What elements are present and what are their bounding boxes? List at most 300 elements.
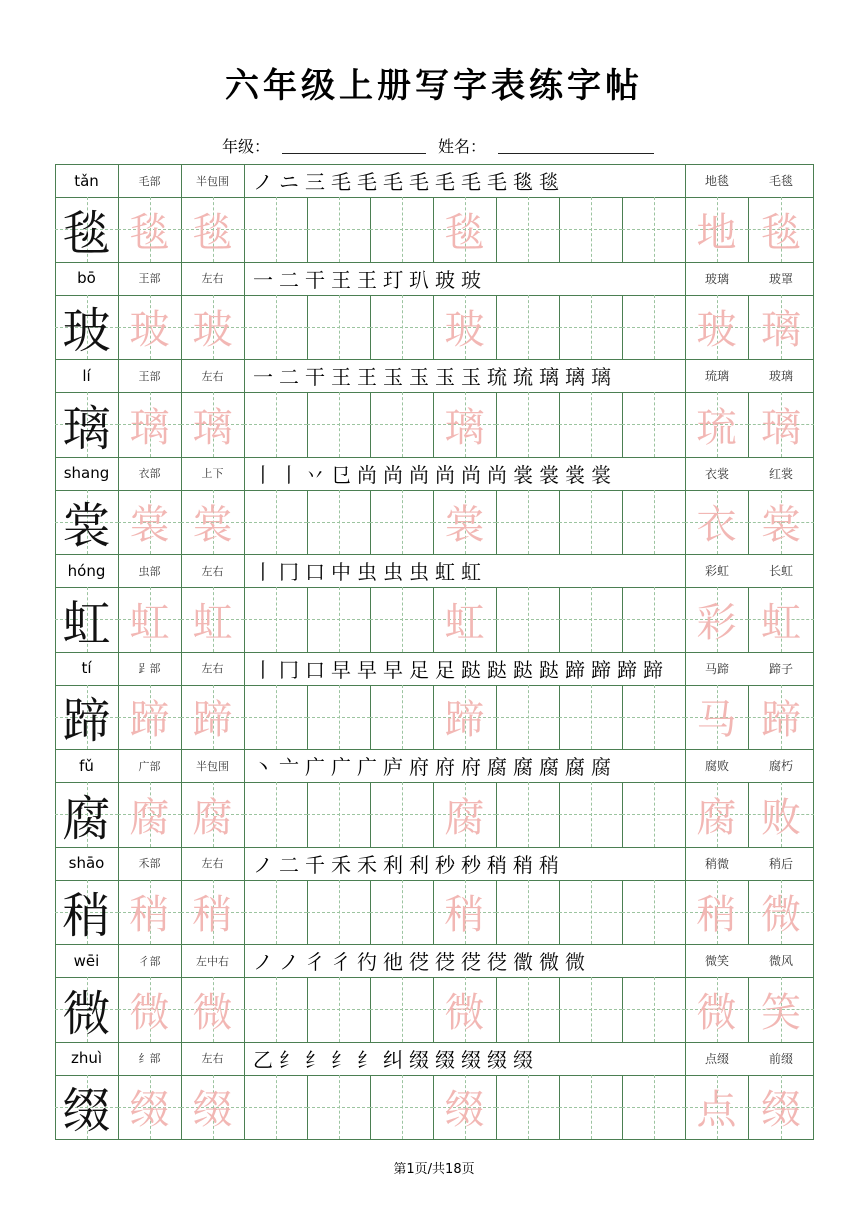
stroke-step: 早 bbox=[357, 657, 377, 682]
stroke-step: 腐 bbox=[487, 755, 507, 779]
guide-line bbox=[591, 295, 592, 360]
radical-label: 王部 bbox=[138, 369, 161, 383]
guide-line bbox=[591, 1075, 592, 1140]
trace-word-char[interactable]: 裳 bbox=[761, 502, 801, 549]
model-char: 缀 bbox=[62, 1083, 111, 1140]
model-char: 裳 bbox=[62, 498, 111, 555]
stroke-step: 玻 bbox=[461, 267, 481, 292]
radical-label: 王部 bbox=[138, 272, 161, 285]
stroke-step: 毛 bbox=[435, 170, 455, 194]
guide-line bbox=[654, 490, 655, 555]
stroke-step: 腐 bbox=[591, 755, 611, 779]
model-char: 蹄 bbox=[62, 693, 111, 750]
stroke-step: 跶 bbox=[539, 657, 559, 682]
stroke-step: 一 bbox=[253, 267, 273, 292]
guide-line bbox=[654, 197, 655, 262]
trace-char[interactable]: 缀 bbox=[129, 1087, 170, 1134]
practice-sheet bbox=[55, 164, 814, 1139]
stroke-step: 虹 bbox=[461, 560, 481, 584]
stroke-step: 微 bbox=[565, 950, 585, 974]
word-label: 玻罩 bbox=[768, 271, 793, 286]
pinyin-label: tǎn bbox=[74, 171, 99, 190]
stroke-step: 毛 bbox=[461, 170, 481, 194]
guide-line bbox=[276, 782, 277, 847]
structure-label: 半包围 bbox=[196, 174, 229, 188]
guide-line bbox=[528, 197, 529, 262]
stroke-step: ノ bbox=[253, 170, 273, 194]
stroke-step: 跶 bbox=[513, 657, 533, 682]
stroke-order bbox=[244, 749, 685, 782]
stroke-step: 毛 bbox=[409, 170, 429, 194]
trace-word-char[interactable]: 琉 bbox=[696, 404, 737, 451]
trace-word-char[interactable]: 马 bbox=[696, 697, 737, 744]
trace-word-char[interactable]: 衣 bbox=[696, 502, 737, 549]
stroke-step: 蹄 bbox=[565, 657, 585, 682]
word-label: 毛毯 bbox=[768, 174, 793, 188]
guide-line bbox=[591, 587, 592, 652]
stroke-step: ノ bbox=[253, 852, 273, 877]
trace-char[interactable]: 蹄 bbox=[129, 697, 170, 744]
trace-word-char[interactable]: 蹄 bbox=[761, 697, 801, 744]
trace-char[interactable]: 璃 bbox=[192, 404, 233, 451]
trace-char[interactable]: 虹 bbox=[129, 599, 170, 646]
stroke-step: 王 bbox=[357, 267, 377, 292]
stroke-order bbox=[244, 359, 685, 392]
stroke-step: 广 bbox=[357, 755, 377, 779]
stroke-step: 毯 bbox=[513, 170, 533, 194]
stroke-step: 裳 bbox=[565, 462, 585, 487]
stroke-step: ノ bbox=[253, 950, 273, 974]
word-label: 蹄子 bbox=[768, 661, 793, 676]
structure-label: 左右 bbox=[201, 857, 224, 870]
stroke-step: 腐 bbox=[565, 755, 585, 779]
guide-line bbox=[591, 685, 592, 750]
trace-char[interactable]: 璃 bbox=[129, 404, 170, 451]
stroke-step: 琉 bbox=[513, 365, 533, 389]
stroke-step: 禾 bbox=[331, 852, 351, 877]
trace-char[interactable]: 裳 bbox=[444, 502, 485, 549]
radical-label: 𧾷部 bbox=[138, 662, 161, 675]
info-divider bbox=[813, 749, 814, 782]
stroke-step: 徔 bbox=[461, 950, 481, 974]
model-char: 腐 bbox=[62, 790, 111, 847]
guide-line bbox=[276, 1075, 277, 1140]
stroke-step: 口 bbox=[305, 560, 325, 584]
word-label: 微笑 bbox=[704, 954, 729, 968]
stroke-step: 虫 bbox=[383, 560, 403, 584]
trace-char[interactable]: 微 bbox=[192, 989, 233, 1036]
info-divider bbox=[813, 1042, 814, 1075]
stroke-step: 璃 bbox=[591, 365, 611, 389]
stroke-step: 广 bbox=[305, 755, 325, 779]
stroke-step: 亠 bbox=[279, 755, 299, 779]
word-label: 琉璃 bbox=[704, 369, 729, 383]
stroke-step: 彳 bbox=[331, 950, 351, 974]
stroke-order bbox=[244, 457, 685, 490]
stroke-step: 玎 bbox=[383, 267, 403, 292]
structure-label: 左中右 bbox=[196, 954, 229, 968]
pinyin-label: shāo bbox=[68, 854, 105, 872]
trace-char[interactable]: 裳 bbox=[192, 502, 233, 549]
guide-line bbox=[276, 977, 277, 1042]
trace-word-char[interactable]: 败 bbox=[761, 794, 801, 841]
stroke-step: 腐 bbox=[513, 755, 533, 779]
trace-word-char[interactable]: 腐 bbox=[696, 794, 737, 841]
stroke-step: 千 bbox=[305, 852, 325, 877]
radical-label: 衣部 bbox=[138, 467, 161, 480]
word-label: 红裳 bbox=[768, 466, 793, 481]
word-label: 点缀 bbox=[704, 1051, 729, 1066]
pinyin-label: wēi bbox=[73, 951, 100, 970]
trace-char[interactable]: 虹 bbox=[192, 599, 233, 646]
trace-word-char[interactable]: 璃 bbox=[761, 404, 801, 451]
stroke-step: 徔 bbox=[409, 950, 429, 974]
name-label: 姓名： bbox=[438, 137, 487, 156]
stroke-step: 腐 bbox=[539, 755, 559, 779]
word-label: 腐败 bbox=[704, 759, 729, 773]
stroke-step: 徾 bbox=[513, 950, 533, 974]
trace-char[interactable]: 蹄 bbox=[192, 697, 233, 744]
info-divider bbox=[813, 457, 814, 490]
pinyin-label: shang bbox=[63, 464, 110, 482]
trace-char[interactable]: 玻 bbox=[444, 307, 485, 354]
stroke-step: 王 bbox=[331, 365, 351, 389]
stroke-step: 徔 bbox=[487, 950, 507, 974]
guide-line bbox=[654, 295, 655, 360]
guide-line bbox=[276, 880, 277, 945]
stroke-order bbox=[244, 652, 685, 685]
stroke-step: 缀 bbox=[487, 1047, 507, 1072]
guide-line bbox=[402, 880, 403, 945]
stroke-step: 丨 bbox=[253, 657, 273, 682]
stroke-step: 蹄 bbox=[617, 657, 637, 682]
stroke-step: 纟 bbox=[305, 1047, 325, 1072]
stroke-step: 跶 bbox=[461, 657, 481, 682]
trace-char[interactable]: 缀 bbox=[192, 1087, 233, 1134]
guide-line bbox=[402, 197, 403, 262]
stroke-step: 㔾 bbox=[331, 462, 351, 487]
radical-label: 广部 bbox=[138, 759, 161, 773]
stroke-step: 足 bbox=[409, 657, 429, 682]
stroke-step: 庐 bbox=[383, 755, 403, 779]
word-label: 玻璃 bbox=[704, 271, 729, 286]
trace-char[interactable]: 玻 bbox=[192, 307, 233, 354]
word-label: 地毯 bbox=[704, 174, 729, 188]
guide-line bbox=[528, 587, 529, 652]
stroke-step: 虹 bbox=[435, 560, 455, 584]
stroke-step: 跶 bbox=[487, 657, 507, 682]
stroke-step: ノ bbox=[279, 950, 299, 974]
stroke-step: 毛 bbox=[357, 170, 377, 194]
word-label: 稍后 bbox=[768, 856, 793, 871]
stroke-step: 乙 bbox=[253, 1047, 273, 1072]
stroke-step: 玉 bbox=[409, 365, 429, 389]
trace-char[interactable]: 微 bbox=[129, 989, 170, 1036]
guide-line bbox=[402, 1075, 403, 1140]
guide-line bbox=[528, 782, 529, 847]
guide-line bbox=[276, 197, 277, 262]
word-label: 衣裳 bbox=[704, 466, 729, 481]
trace-char[interactable]: 裳 bbox=[129, 502, 170, 549]
stroke-step: 彴 bbox=[357, 950, 377, 974]
structure-label: 左右 bbox=[201, 369, 224, 383]
stroke-step: 干 bbox=[305, 365, 325, 389]
guide-line bbox=[528, 685, 529, 750]
stroke-step: 玉 bbox=[383, 365, 403, 389]
guide-line bbox=[402, 295, 403, 360]
stroke-step: 蹄 bbox=[643, 657, 663, 682]
guide-line bbox=[654, 685, 655, 750]
word-label: 玻璃 bbox=[768, 369, 793, 383]
guide-line bbox=[339, 197, 340, 262]
stroke-step: 二 bbox=[279, 365, 299, 389]
stroke-step: 丨 bbox=[253, 462, 273, 487]
stroke-step: 玐 bbox=[409, 267, 429, 292]
stroke-step: 彵 bbox=[383, 950, 403, 974]
radical-label: 彳部 bbox=[138, 954, 161, 968]
guide-line bbox=[339, 685, 340, 750]
structure-label: 半包围 bbox=[196, 759, 229, 773]
page-title: 六年级上册写字表练字帖 bbox=[225, 66, 643, 106]
trace-char[interactable]: 腐 bbox=[129, 794, 170, 841]
trace-char[interactable]: 缀 bbox=[444, 1087, 485, 1134]
guide-line bbox=[339, 1075, 340, 1140]
guide-line bbox=[654, 880, 655, 945]
stroke-step: 缀 bbox=[513, 1047, 533, 1072]
grade-field[interactable] bbox=[282, 153, 426, 154]
guide-line bbox=[402, 392, 403, 457]
stroke-order bbox=[244, 262, 685, 295]
stroke-order bbox=[244, 847, 685, 880]
trace-char[interactable]: 稍 bbox=[129, 892, 170, 939]
stroke-step: 尚 bbox=[435, 462, 455, 487]
guide-line bbox=[591, 197, 592, 262]
stroke-step: 裳 bbox=[539, 462, 559, 487]
trace-word-char[interactable]: 璃 bbox=[761, 307, 801, 354]
stroke-step: 虫 bbox=[357, 560, 377, 584]
stroke-step: 缀 bbox=[461, 1047, 481, 1072]
info-divider bbox=[813, 164, 814, 197]
guide-line bbox=[528, 490, 529, 555]
stroke-step: 毛 bbox=[383, 170, 403, 194]
trace-char[interactable]: 毯 bbox=[192, 209, 233, 256]
structure-label: 左右 bbox=[201, 1052, 224, 1065]
guide-line bbox=[276, 685, 277, 750]
info-divider bbox=[813, 652, 814, 685]
word-label: 稍微 bbox=[704, 856, 729, 871]
stroke-step: 琉 bbox=[487, 365, 507, 389]
stroke-step: 纠 bbox=[383, 1047, 403, 1072]
model-char: 玻 bbox=[62, 303, 111, 360]
stroke-step: 微 bbox=[539, 950, 559, 974]
stroke-step: 早 bbox=[383, 657, 403, 682]
guide-line bbox=[528, 1075, 529, 1140]
student-info bbox=[0, 134, 868, 156]
trace-word-char[interactable]: 毯 bbox=[761, 209, 801, 256]
guide-line bbox=[339, 392, 340, 457]
info-divider bbox=[813, 262, 814, 295]
trace-char[interactable]: 玻 bbox=[129, 307, 170, 354]
guide-line bbox=[339, 880, 340, 945]
stroke-step: 早 bbox=[331, 657, 351, 682]
trace-word-char[interactable]: 玻 bbox=[696, 307, 737, 354]
guide-line bbox=[276, 295, 277, 360]
stroke-step: 尚 bbox=[409, 462, 429, 487]
trace-word-char[interactable]: 缀 bbox=[761, 1087, 801, 1134]
stroke-step: 二 bbox=[279, 267, 299, 292]
stroke-step: 裳 bbox=[513, 462, 533, 487]
trace-char[interactable]: 腐 bbox=[192, 794, 233, 841]
stroke-step: 纟 bbox=[357, 1047, 377, 1072]
guide-line bbox=[339, 490, 340, 555]
structure-label: 左右 bbox=[201, 272, 224, 285]
guide-line bbox=[654, 782, 655, 847]
stroke-step: 毛 bbox=[331, 170, 351, 194]
guide-line bbox=[591, 490, 592, 555]
pinyin-label: lí bbox=[82, 366, 91, 385]
guide-line bbox=[276, 392, 277, 457]
stroke-step: 玻 bbox=[435, 267, 455, 292]
pinyin-label: tí bbox=[81, 659, 92, 677]
stroke-step: 璃 bbox=[565, 365, 585, 389]
stroke-step: 二 bbox=[279, 852, 299, 877]
stroke-step: 彳 bbox=[305, 950, 325, 974]
stroke-step: 毯 bbox=[539, 170, 559, 194]
word-label: 微风 bbox=[768, 954, 793, 968]
trace-char[interactable]: 蹄 bbox=[444, 697, 485, 744]
stroke-step: 玉 bbox=[435, 365, 455, 389]
guide-line bbox=[339, 782, 340, 847]
guide-line bbox=[654, 1075, 655, 1140]
stroke-step: 玉 bbox=[461, 365, 481, 389]
stroke-step: 尚 bbox=[357, 462, 377, 487]
stroke-step: 丷 bbox=[305, 462, 325, 487]
trace-word-char[interactable]: 虹 bbox=[761, 599, 801, 646]
guide-line bbox=[276, 587, 277, 652]
stroke-order bbox=[244, 1042, 685, 1075]
guide-line bbox=[402, 685, 403, 750]
model-char: 璃 bbox=[62, 400, 111, 457]
stroke-step: 秒 bbox=[435, 852, 455, 877]
stroke-step: 稍 bbox=[487, 852, 507, 877]
guide-line bbox=[528, 295, 529, 360]
model-char: 微 bbox=[62, 985, 111, 1042]
stroke-order bbox=[244, 554, 685, 587]
stroke-step: 蹄 bbox=[591, 657, 611, 682]
stroke-step: 利 bbox=[409, 852, 429, 877]
stroke-step: 干 bbox=[305, 267, 325, 292]
trace-word-char[interactable]: 微 bbox=[696, 989, 737, 1036]
info-divider bbox=[813, 944, 814, 977]
trace-word-char[interactable]: 微 bbox=[761, 892, 801, 939]
stroke-step: 虫 bbox=[409, 560, 429, 584]
guide-line bbox=[402, 977, 403, 1042]
pinyin-label: zhuì bbox=[70, 1049, 103, 1067]
stroke-step: 利 bbox=[383, 852, 403, 877]
trace-char[interactable]: 稍 bbox=[192, 892, 233, 939]
page-number: 第1页/共18页 bbox=[393, 1162, 475, 1177]
grade-label: 年级： bbox=[222, 137, 271, 156]
trace-char[interactable]: 璃 bbox=[444, 404, 485, 451]
stroke-step: 冂 bbox=[279, 560, 299, 584]
stroke-step: 禾 bbox=[357, 852, 377, 877]
stroke-step: ニ bbox=[279, 170, 299, 194]
guide-line bbox=[591, 880, 592, 945]
pinyin-label: fǔ bbox=[79, 756, 94, 775]
guide-line bbox=[654, 587, 655, 652]
model-char: 虹 bbox=[62, 595, 111, 652]
trace-word-char[interactable]: 彩 bbox=[696, 599, 737, 646]
stroke-step: 三 bbox=[305, 170, 325, 194]
trace-word-char[interactable]: 稍 bbox=[696, 892, 737, 939]
stroke-step: 府 bbox=[435, 755, 455, 779]
trace-word-char[interactable]: 点 bbox=[696, 1087, 737, 1134]
trace-char[interactable]: 虹 bbox=[444, 599, 485, 646]
trace-char[interactable]: 毯 bbox=[129, 209, 170, 256]
trace-char[interactable]: 稍 bbox=[444, 892, 485, 939]
stroke-step: 一 bbox=[253, 365, 273, 389]
guide-line bbox=[528, 880, 529, 945]
info-divider bbox=[813, 847, 814, 880]
word-label: 前缀 bbox=[768, 1051, 793, 1066]
guide-line bbox=[591, 977, 592, 1042]
info-divider bbox=[813, 554, 814, 587]
stroke-step: 丨 bbox=[279, 462, 299, 487]
stroke-step: 稍 bbox=[539, 852, 559, 877]
stroke-step: 缀 bbox=[409, 1047, 429, 1072]
trace-char[interactable]: 腐 bbox=[444, 794, 485, 841]
trace-char[interactable]: 微 bbox=[444, 989, 485, 1036]
stroke-step: 口 bbox=[305, 657, 325, 682]
stroke-step: 纟 bbox=[279, 1047, 299, 1072]
stroke-step: 裳 bbox=[591, 462, 611, 487]
guide-line bbox=[402, 490, 403, 555]
guide-line bbox=[339, 977, 340, 1042]
stroke-step: 璃 bbox=[539, 365, 559, 389]
word-label: 长虹 bbox=[768, 564, 793, 578]
stroke-step: 毛 bbox=[487, 170, 507, 194]
structure-label: 左右 bbox=[201, 662, 224, 675]
radical-label: 毛部 bbox=[138, 174, 161, 188]
word-label: 马蹄 bbox=[704, 661, 729, 676]
guide-line bbox=[654, 392, 655, 457]
radical-label: 纟部 bbox=[138, 1052, 161, 1065]
stroke-step: 徔 bbox=[435, 950, 455, 974]
name-field[interactable] bbox=[498, 153, 654, 154]
radical-label: 虫部 bbox=[138, 564, 161, 578]
trace-word-char[interactable]: 笑 bbox=[761, 989, 801, 1036]
stroke-step: 秒 bbox=[461, 852, 481, 877]
structure-label: 左右 bbox=[201, 564, 224, 578]
trace-char[interactable]: 毯 bbox=[444, 209, 485, 256]
structure-label: 上下 bbox=[201, 467, 224, 480]
stroke-step: 稍 bbox=[513, 852, 533, 877]
stroke-order bbox=[244, 164, 685, 197]
guide-line bbox=[591, 782, 592, 847]
pinyin-label: hóng bbox=[67, 561, 106, 580]
stroke-step: 丶 bbox=[253, 755, 273, 779]
guide-line bbox=[402, 782, 403, 847]
stroke-step: 尚 bbox=[487, 462, 507, 487]
guide-line bbox=[528, 392, 529, 457]
stroke-step: 缀 bbox=[435, 1047, 455, 1072]
model-char: 毯 bbox=[62, 205, 111, 262]
guide-line bbox=[528, 977, 529, 1042]
stroke-step: 丨 bbox=[253, 560, 273, 584]
radical-label: 禾部 bbox=[138, 857, 161, 870]
guide-line bbox=[339, 587, 340, 652]
trace-word-char[interactable]: 地 bbox=[696, 209, 737, 256]
